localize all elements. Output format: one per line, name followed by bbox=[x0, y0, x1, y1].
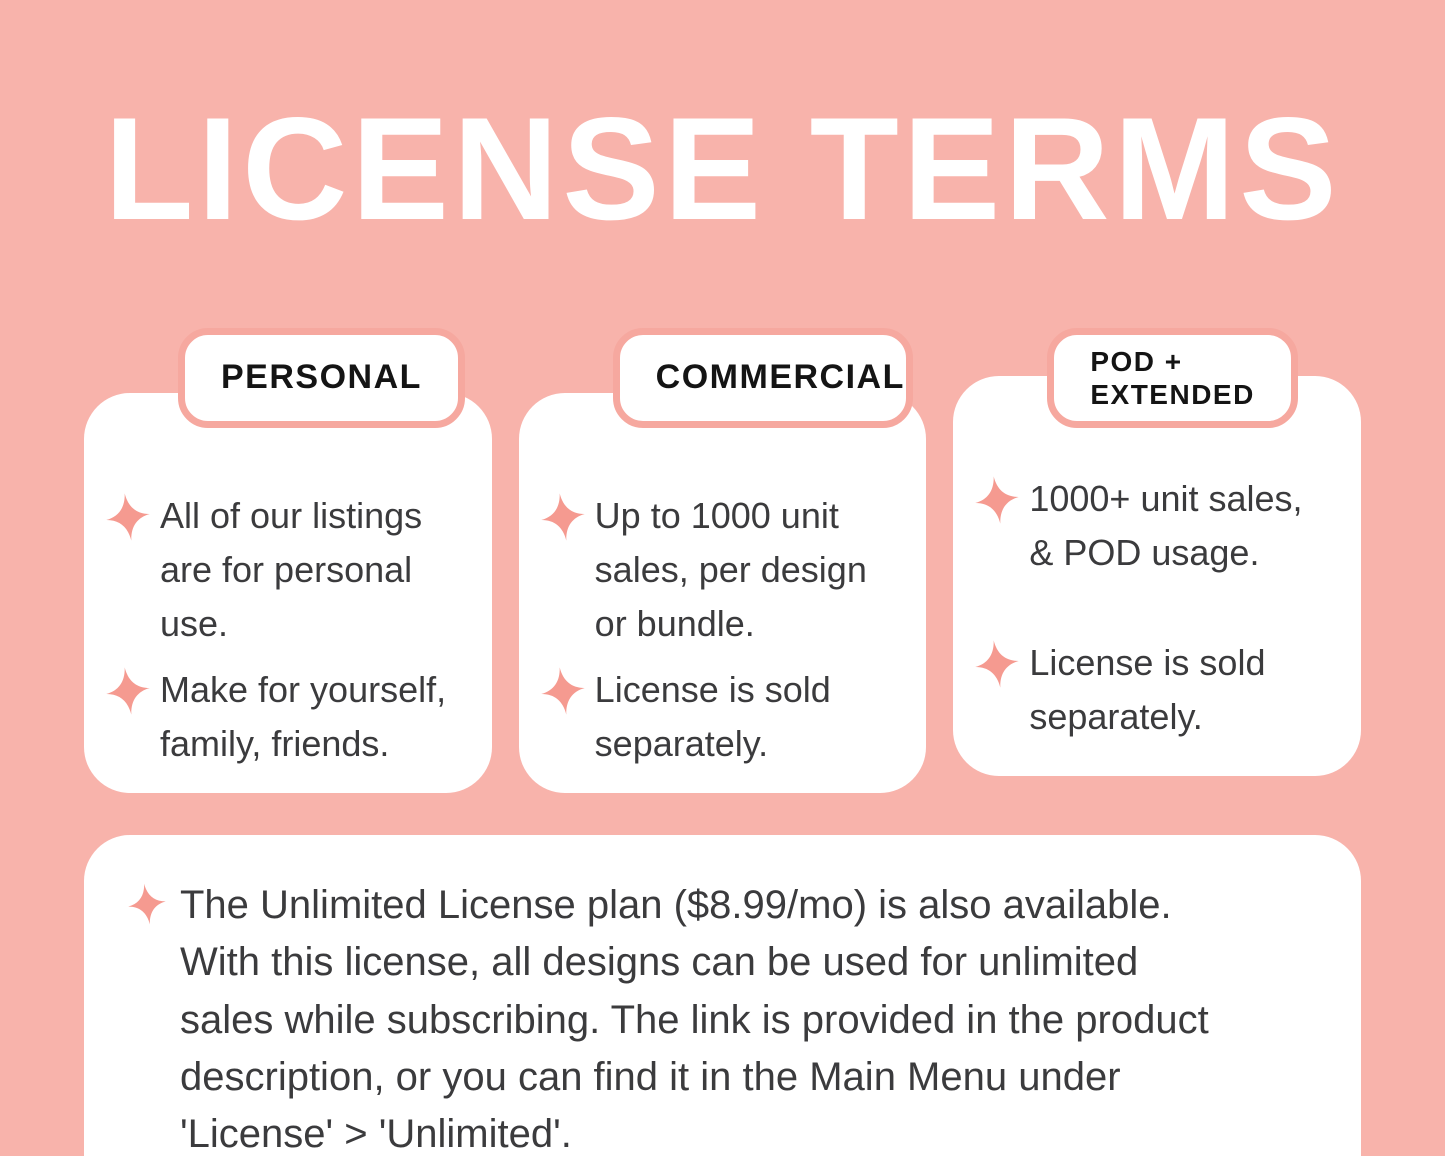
card-pod-extended bbox=[953, 328, 1361, 793]
bullet-text: All of our listings are for personal use. bbox=[160, 495, 423, 645]
list-item bbox=[106, 489, 474, 651]
badge-line: EXTENDED bbox=[1090, 379, 1255, 411]
license-cards-row bbox=[84, 328, 1361, 793]
sparkle-icon bbox=[103, 490, 153, 544]
sparkle-icon bbox=[125, 881, 168, 928]
sparkle-icon bbox=[103, 664, 153, 718]
list-item bbox=[975, 636, 1343, 744]
card-pod-extended-badge-label bbox=[1090, 345, 1254, 411]
list-item bbox=[106, 663, 474, 771]
unlimited-license-note-card bbox=[84, 835, 1361, 1156]
list-item bbox=[541, 663, 909, 771]
card-personal bbox=[84, 328, 492, 793]
sparkle-icon bbox=[538, 490, 588, 544]
bullet-text: 1000+ unit sales, & POD usage. bbox=[1029, 478, 1303, 573]
sparkle-icon bbox=[972, 473, 1022, 527]
card-pod-extended-body bbox=[953, 376, 1361, 776]
card-commercial bbox=[519, 328, 927, 793]
card-pod-extended-badge bbox=[1047, 328, 1297, 428]
bullet-text: Up to 1000 unit sales, per design or bundle. bbox=[594, 495, 867, 645]
list-item bbox=[975, 472, 1343, 580]
badge-line: POD + bbox=[1090, 346, 1183, 377]
card-commercial-badge-label: COMMERCIAL bbox=[655, 358, 905, 397]
bullet-text: License is sold separately. bbox=[1029, 642, 1266, 737]
unlimited-license-note-text: The Unlimited License plan ($8.99/mo) is also available. With this license, all designs can be used for unlimited sales while subscribing. The link is provided in the product description, or you can find it in the Main Menu under 'License' > 'Unlimited'. bbox=[180, 883, 1209, 1156]
sparkle-icon bbox=[972, 637, 1022, 691]
card-personal-badge-label: PERSONAL bbox=[221, 358, 422, 397]
card-personal-body bbox=[84, 393, 492, 793]
card-commercial-badge bbox=[613, 328, 913, 428]
list-item bbox=[128, 877, 1321, 1156]
card-commercial-body bbox=[519, 393, 927, 793]
bullet-text: License is sold separately. bbox=[594, 669, 831, 765]
card-personal-badge bbox=[178, 328, 465, 428]
list-item bbox=[541, 489, 909, 651]
bullet-text: Make for yourself, family, friends. bbox=[160, 669, 447, 765]
page-title: LICENSE TERMS bbox=[104, 87, 1341, 250]
sparkle-icon bbox=[538, 664, 588, 718]
